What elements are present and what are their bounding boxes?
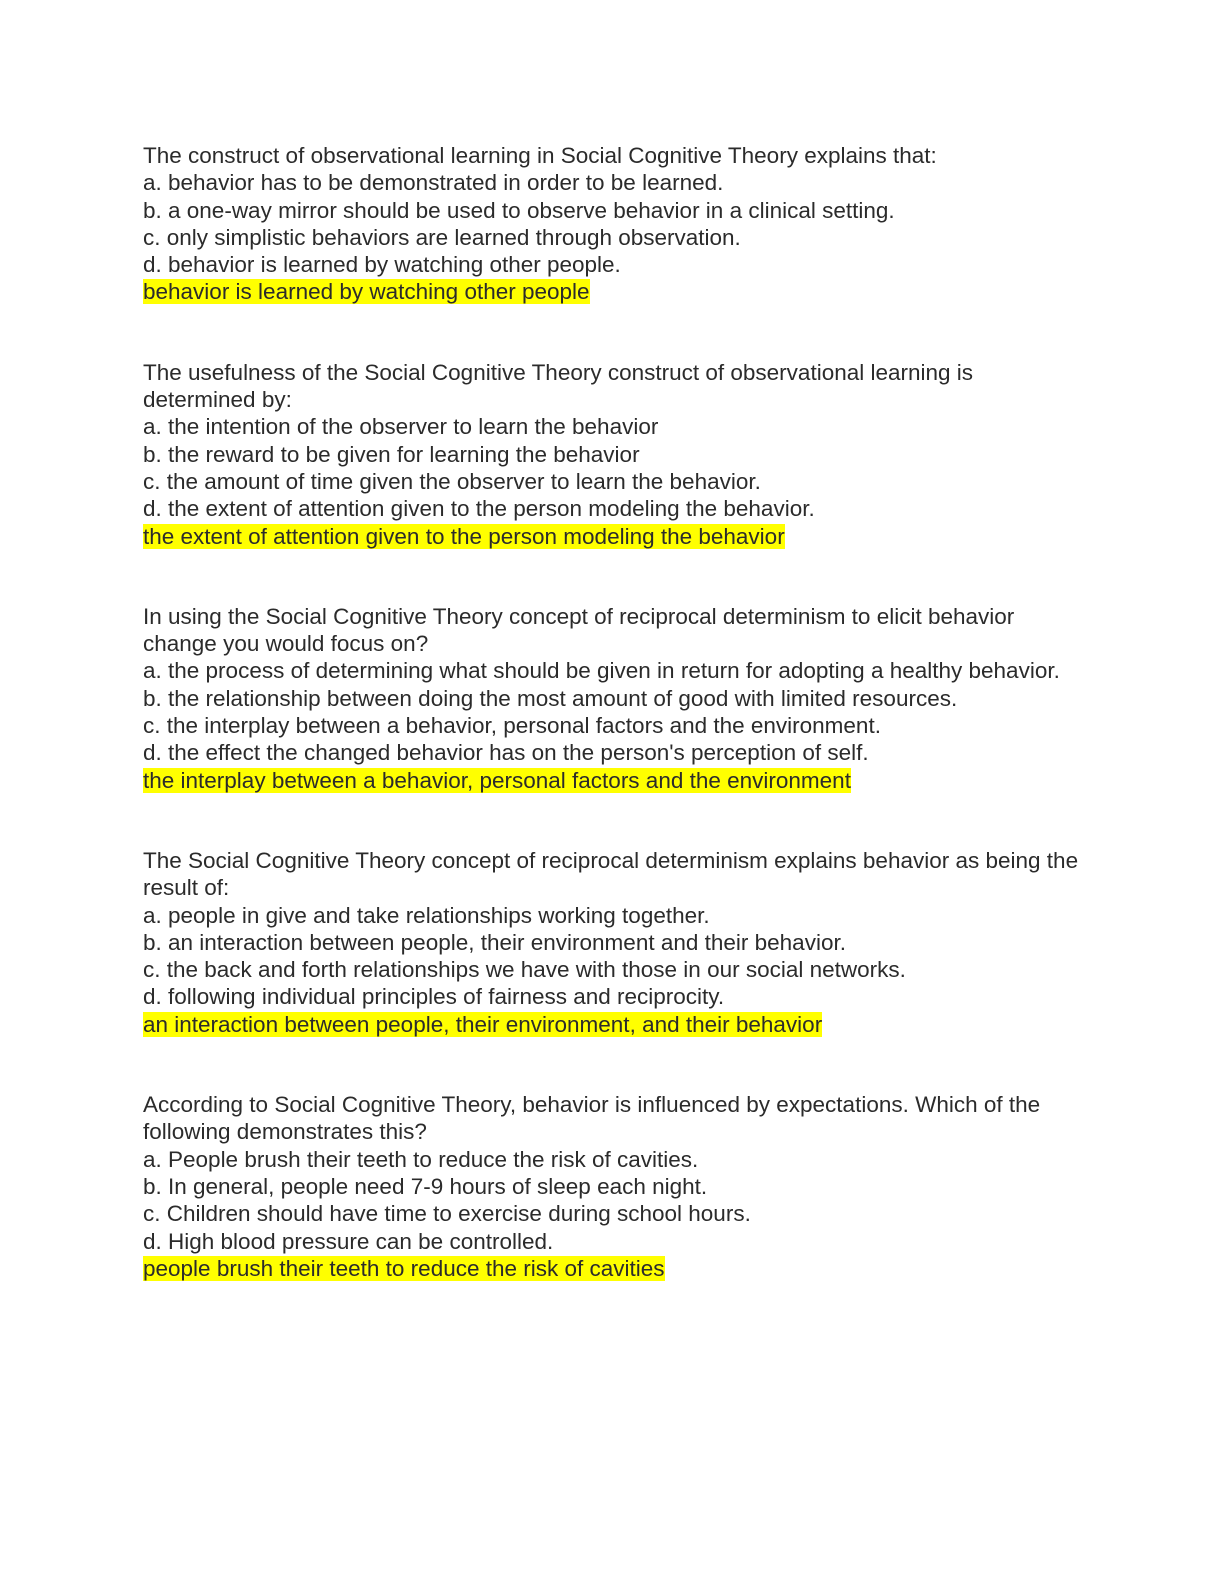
option-a: a. the intention of the observer to learn the behavior: [143, 414, 659, 440]
option-c: c. the interplay between a behavior, personal factors and the environment.: [143, 713, 881, 739]
option-d: d. the effect the changed behavior has on the person's perception of self.: [143, 740, 869, 766]
option-d: d. the extent of attention given to the person modeling the behavior.: [143, 496, 815, 522]
answer-line: [143, 1011, 1083, 1038]
option-b: b. a one-way mirror should be used to observe behavior in a clinical setting.: [143, 197, 895, 223]
option-a: a. the process of determining what should be given in return for adopting a healthy behavior.: [143, 658, 1060, 684]
question-4: [143, 847, 1083, 1038]
highlighted-answer: the interplay between a behavior, personal factors and the environment: [143, 767, 851, 793]
option-a: a. behavior has to be demonstrated in order to be learned.: [143, 170, 724, 196]
option-d: d. behavior is learned by watching other people.: [143, 252, 621, 278]
question-3: [143, 603, 1083, 794]
option-d: d. following individual principles of fairness and reciprocity.: [143, 984, 725, 1010]
highlighted-answer: behavior is learned by watching other people: [143, 279, 590, 305]
option-a: a. people in give and take relationships working together.: [143, 902, 710, 928]
option-b: b. the reward to be given for learning the behavior: [143, 441, 640, 467]
option-b: b. an interaction between people, their environment and their behavior.: [143, 929, 846, 955]
option-b: b. the relationship between doing the most amount of good with limited resources.: [143, 685, 958, 711]
option-b: b. In general, people need 7-9 hours of sleep each night.: [143, 1173, 708, 1199]
question-stem: The usefulness of the Social Cognitive Theory construct of observational learning is determined by:: [143, 359, 974, 413]
question-stem: The Social Cognitive Theory concept of reciprocal determinism explains behavior as being the result of:: [143, 847, 1079, 901]
highlighted-answer: an interaction between people, their environment, and their behavior: [143, 1011, 823, 1037]
highlighted-answer: the extent of attention given to the person modeling the behavior: [143, 523, 785, 549]
option-c: c. only simplistic behaviors are learned through observation.: [143, 224, 741, 250]
option-a: a. People brush their teeth to reduce the risk of cavities.: [143, 1146, 699, 1172]
answer-line: [143, 1255, 1083, 1282]
answer-line: [143, 278, 1083, 305]
document-page: [143, 142, 1083, 1335]
answer-line: [143, 767, 1083, 794]
question-stem: The construct of observational learning in Social Cognitive Theory explains that:: [143, 143, 937, 168]
question-5: [143, 1091, 1083, 1282]
question-stem: In using the Social Cognitive Theory concept of reciprocal determinism to elicit behavior change you would focus on?: [143, 603, 1015, 657]
question-2: [143, 359, 1083, 550]
option-c: c. the amount of time given the observer to learn the behavior.: [143, 468, 761, 494]
question-stem: According to Social Cognitive Theory, behavior is influenced by expectations. Which of the following demonstrates this?: [143, 1092, 1041, 1145]
option-c: c. Children should have time to exercise during school hours.: [143, 1201, 751, 1227]
option-d: d. High blood pressure can be controlled.: [143, 1228, 554, 1254]
option-c: c. the back and forth relationships we have with those in our social networks.: [143, 957, 906, 983]
answer-line: [143, 523, 1083, 550]
highlighted-answer: people brush their teeth to reduce the risk of cavities: [143, 1255, 665, 1281]
question-1: [143, 142, 1083, 306]
